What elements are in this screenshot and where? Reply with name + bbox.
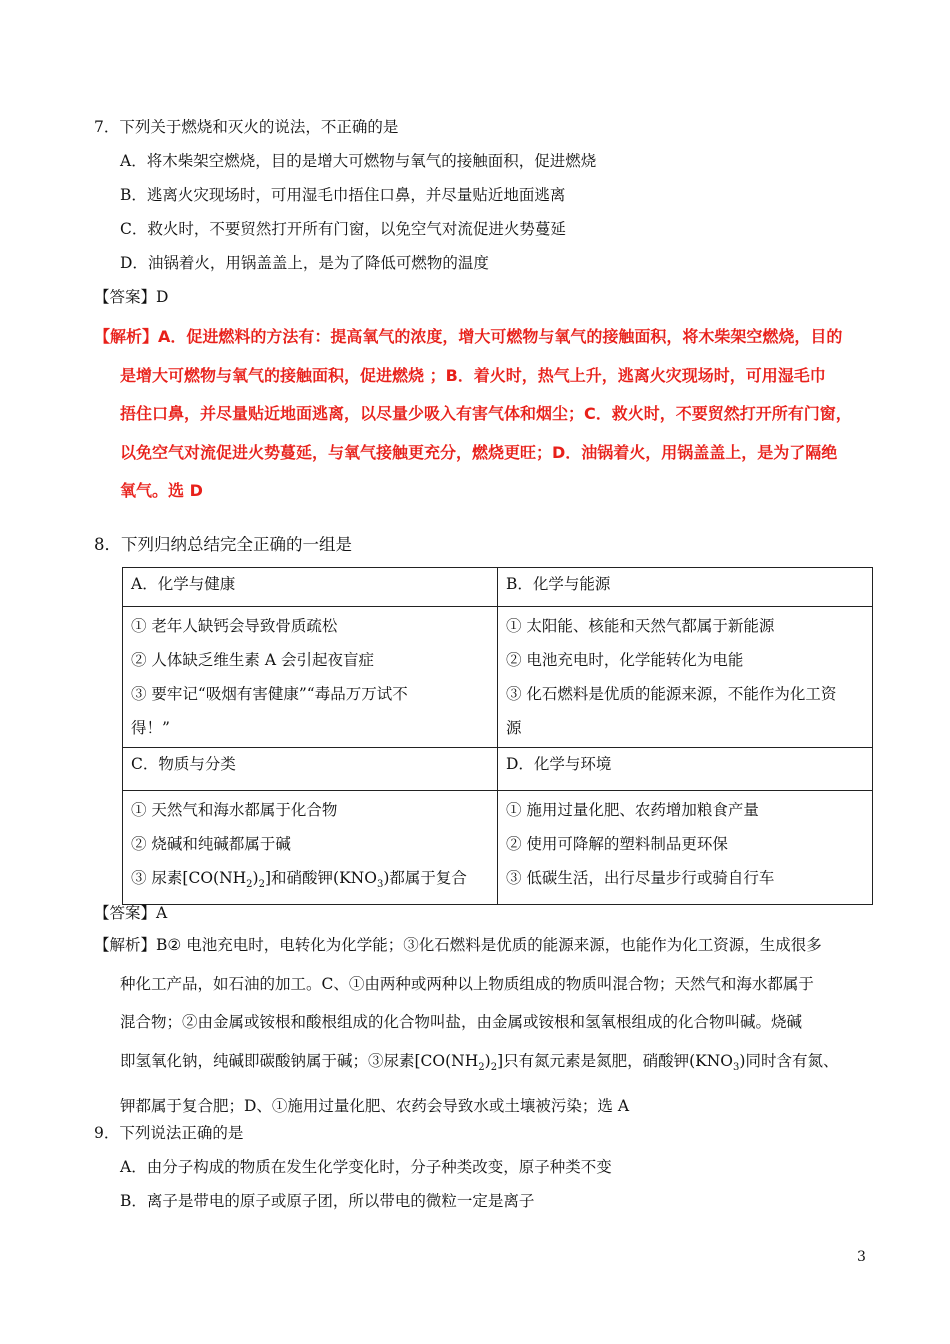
list-item: ② 人体缺乏维生素 A 会引起夜盲症 [131,651,374,669]
q7-analysis-line: 捂住口鼻，并尽量贴近地面逃离，以尽量少吸入有害气体和烟尘；C．救火时，不要贸然打开所有门窗， [120,404,852,423]
list-item: ① 施用过量化肥、农药增加粮食产量 [506,801,759,819]
q8-analysis-line: 种化工产品，如石油的加工。C、①由两种或两种以上物质组成的物质叫混合物；天然气和海水都属于 [120,974,814,993]
list-item: ③ 化石燃料是优质的能源来源，不能作为化工资 [506,685,837,703]
cell-c-head: C．物质与分类 [123,748,498,791]
cell-d-head: D．化学与环境 [498,748,873,791]
subscript: 2 [246,879,253,891]
q8-analysis-line: 钾都属于复合肥；D、①施用过量化肥、农药会导致水或土壤被污染；选 A [120,1097,630,1116]
q7-option-a: A．将木柴架空燃烧，目的是增大可燃物与氧气的接触面积，促进燃烧 [120,152,597,170]
q7-stem: 7．下列关于燃烧和灭火的说法，不正确的是 [94,118,399,136]
subscript: 2 [258,879,265,891]
subscript: 3 [376,879,384,891]
text-part: ) [484,1051,491,1070]
q8-analysis-line: 【解析】B② 电池充电时，电转化为化学能；③化石燃料是优质的能源来源，也能作为化工资源，生成很多 [94,936,822,954]
list-item: ③ 要牢记“吸烟有害健康”“毒品万万试不 [131,685,408,703]
q9-option-a: A．由分子构成的物质在发生化学变化时，分子种类改变，原子种类不变 [120,1158,612,1176]
list-item: 源 [506,719,522,737]
q8-analysis [94,926,838,1126]
q8-stem: 8．下列归纳总结完全正确的一组是 [94,535,352,554]
text-part: 即氢氧化钠，纯碱即碳酸钠属于碱；③尿素[CO(NH [120,1051,479,1070]
list-item: ② 电池充电时，化学能转化为电能 [506,651,744,669]
text-part: ]只有氮元素是氮肥，硝酸钾(KNO [497,1051,734,1070]
q7-analysis-line: 以免空气对流促进火势蔓延，与氧气接触更充分，燃烧更旺；D．油锅着火，用锅盖盖上，是为了隔绝 [120,442,838,462]
list-item: ① 太阳能、核能和天然气都属于新能源 [506,617,775,635]
list-item: 得！” [131,719,170,737]
cell-a-head: A．化学与健康 [123,568,498,607]
cell-b-head: B．化学与能源 [498,568,873,607]
text-part: )同时含有氮、 [739,1051,839,1070]
text-part: )都属于复合 [383,869,467,887]
q7-analysis-line: 【解析】A．促进燃料的方法有：提高氧气的浓度，增大可燃物与氧气的接触面积，将木柴架空燃烧，目的 [94,327,843,346]
q8-answer: 【答案】A [94,904,168,922]
page-number: 3 [857,1249,866,1265]
q8-analysis-line [94,1042,838,1088]
subscript: 2 [478,1061,485,1073]
list-item: ① 老年人缺钙会导致骨质疏松 [131,617,338,635]
q9-option-b: B．离子是带电的原子或原子团，所以带电的微粒一定是离子 [120,1192,535,1210]
q7-analysis-line: 是增大可燃物与氧气的接触面积，促进燃烧 ；B．着火时，热气上升，逃离火灾现场时，可用湿毛巾 [120,365,826,385]
q9-stem: 9．下列说法正确的是 [94,1124,244,1142]
cell-d-body [498,791,873,905]
q7-analysis [94,318,874,511]
q7-option-b: B．逃离火灾现场时，可用湿毛巾捂住口鼻，并尽量贴近地面逃离 [120,186,566,204]
q7-answer: 【答案】D [94,288,169,306]
cell-a-body [123,607,498,748]
list-item [131,861,489,902]
cell-c-body [123,791,498,905]
text-part: ③ 尿素[CO(NH [131,869,247,887]
text-part: ) [252,869,259,887]
q8-summary-table [122,567,873,905]
subscript: 3 [733,1061,740,1073]
text-part: ]和硝酸钾(KNO [264,869,377,887]
cell-b-body [498,607,873,748]
q7-analysis-line: 氧气。选 D [120,481,203,500]
list-item: ③ 低碳生活，出行尽量步行或骑自行车 [506,869,775,887]
list-item: ① 天然气和海水都属于化合物 [131,801,338,819]
list-item: ② 使用可降解的塑料制品更环保 [506,835,728,853]
subscript: 2 [490,1061,498,1073]
list-item: ② 烧碱和纯碱都属于碱 [131,835,291,853]
q7-option-d: D．油锅着火，用锅盖盖上，是为了降低可燃物的温度 [120,254,489,272]
q7-option-c: C．救火时，不要贸然打开所有门窗，以免空气对流促进火势蔓延 [120,220,566,238]
q8-analysis-line: 混合物；②由金属或铵根和酸根组成的化合物叫盐，由金属或铵根和氢氧根组成的化合物叫碱。烧碱 [120,1013,803,1031]
